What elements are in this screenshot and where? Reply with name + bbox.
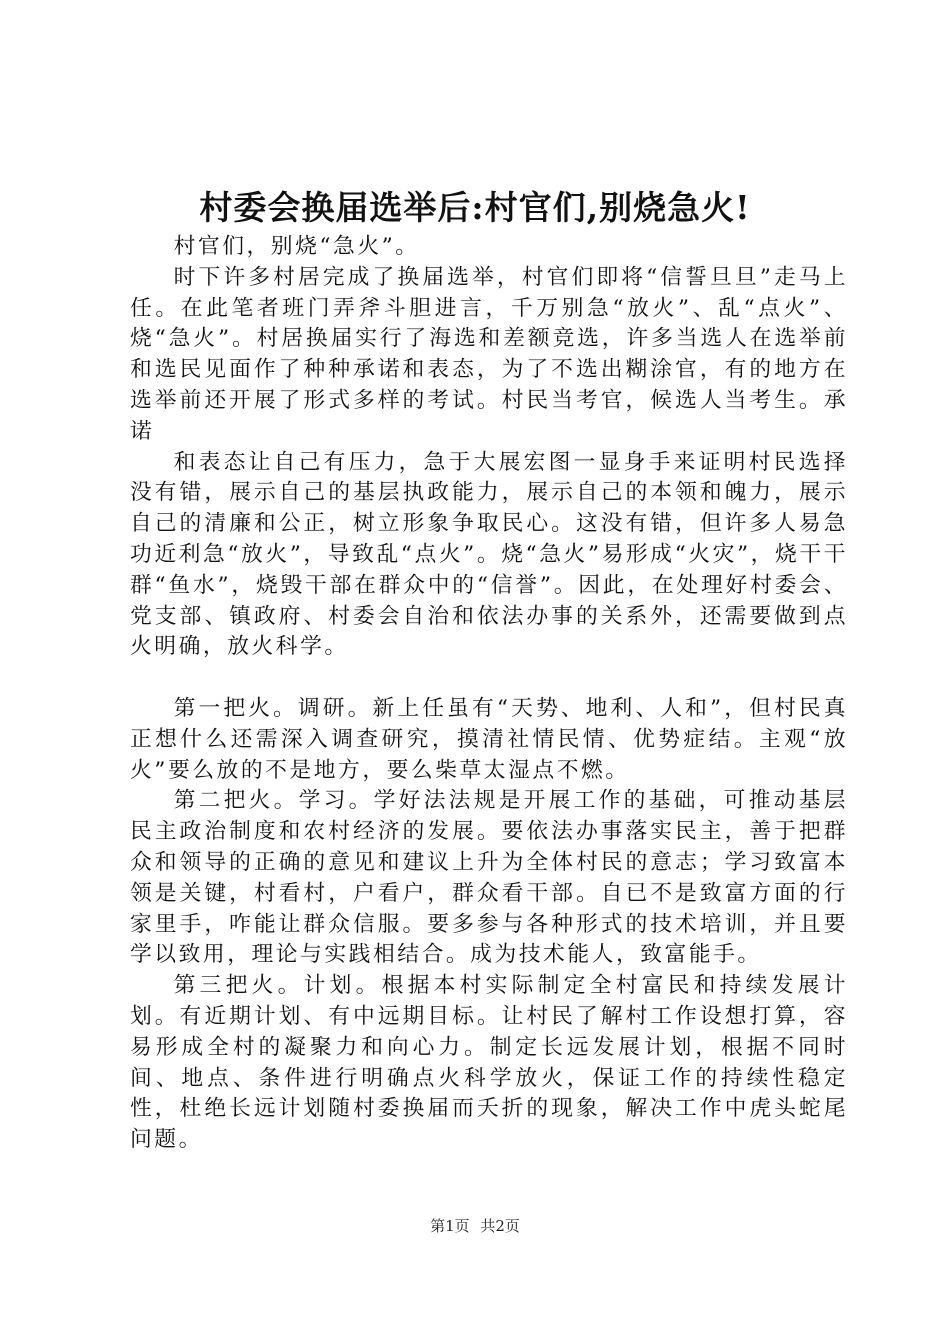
document-title: 村委会换届选举后:村官们,别烧急火! [199,188,751,227]
page-total: 共2页 [480,1217,520,1235]
page-number: 第1页 [430,1217,470,1235]
document-body [130,232,848,1156]
paragraph: 第三把火。计划。根据本村实际制定全村富民和持续发展计划。有近期计划、有中远期目标。让村民了解村工作设想打算，容易形成全村的凝聚力和向心力。制定长远发展计划，根据不同时间、地点、条件进行明确点火科学放火，保证工作的持续性稳定性，杜绝长远计划随村委换届而夭折的现象，解决工作中虎头蛇尾问题。 [130,973,848,1153]
page-footer [0,1216,950,1236]
paragraph: 第一把火。调研。新上任虽有“天势、地利、人和”，但村民真正想什么还需深入调查研究，摸清社情民情、优势症结。主观“放火”要么放的不是地方，要么柴草太湿点不燃。 [130,695,848,783]
paragraph: 第二把火。学习。学好法法规是开展工作的基础，可推动基层民主政治制度和农村经济的发展。要依法办事落实民主，善于把群众和领导的正确的意见和建议上升为全体村民的意志；学习致富本领是关键，村看村，户看户，群众看干部。自已不是致富方面的行家里手，咋能让群众信服。要多参与各种形式的技术培训，并且要学以致用，理论与实践相结合。成为技术能人，致富能手。 [130,788,848,968]
paragraph: 时下许多村居完成了换届选举，村官们即将“信誓旦旦”走马上任。在此笔者班门弄斧斗胆进言，千万别急“放火”、乱“点火”、烧“急火”。村居换届实行了海选和差额竞选，许多当选人在选举前和选民见面作了种种承诺和表态，为了不选出糊涂官，有的地方在选举前还开展了形式多样的考试。村民当考官，候选人当考生。承诺 [130,264,848,444]
paragraph: 村官们，别烧“急火”。 [173,234,420,259]
paragraph-spacer [130,663,848,694]
paragraph: 和表态让自己有压力，急于大展宏图一显身手来证明村民选择没有错，展示自己的基层执政能力，展示自己的本领和魄力，展示自己的清廉和公正，树立形象争取民心。这没有错，但许多人易急功近利急“放火”，导致乱“点火”。烧“急火”易形成“火灾”，烧干干群“鱼水”，烧毁干部在群众中的“信誉”。因此，在处理好村委会、党支部、镇政府、村委会自治和依法办事的关系外，还需要做到点火明确，放火科学。 [130,449,848,660]
